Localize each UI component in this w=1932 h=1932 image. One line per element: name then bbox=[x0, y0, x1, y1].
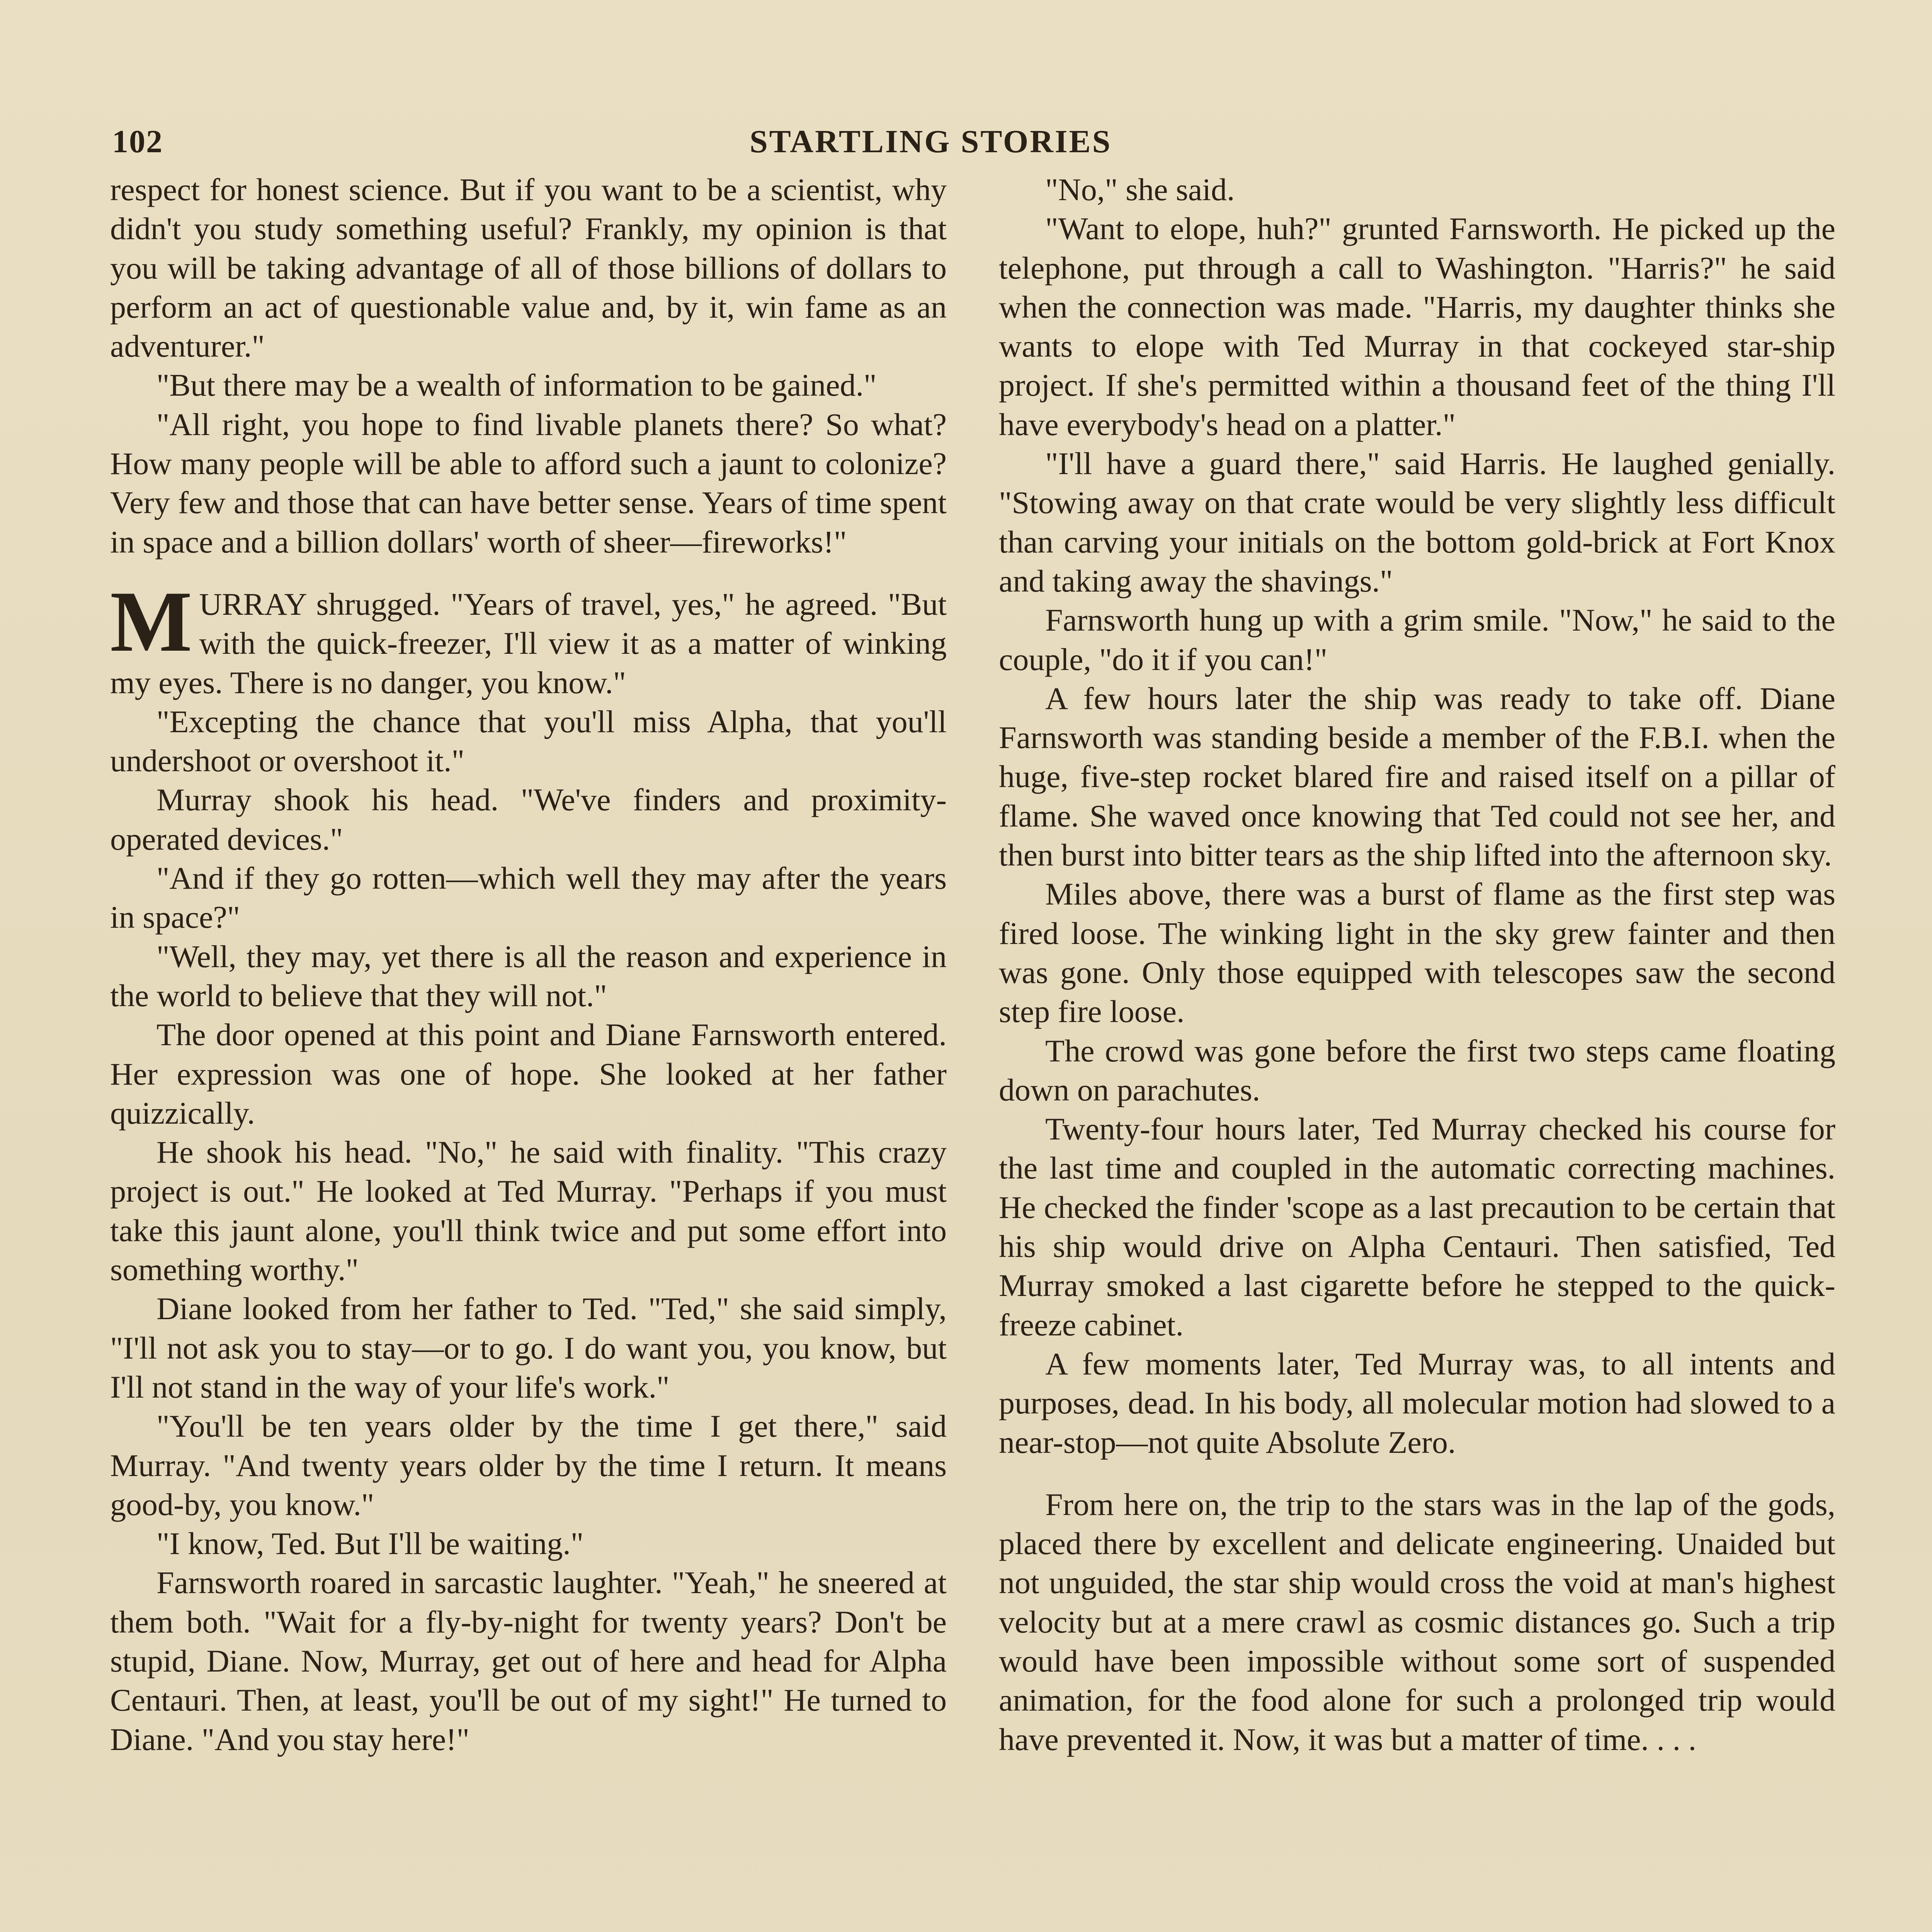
paragraph: From here on, the trip to the stars was in the lap of the gods, placed there by excellent and delicate engineering. Unaided but not unguided, the star ship would cross the void at man's highest velocity but at a mere crawl as cosmic distances go. Such a trip would have been impossible without some sort of suspended animation, for the food alone for such a prolonged trip would have prevented it. Now, it was but a matter of time. . . . bbox=[999, 1486, 1835, 1757]
left-column bbox=[110, 170, 947, 1759]
right-column bbox=[999, 170, 1835, 1759]
running-head: STARTLING STORIES bbox=[750, 124, 1112, 160]
paragraph: respect for honest science. But if you want to be a scientist, why didn't you study something useful? Frankly, my opinion is that you will be taking advantage of all of those billions of dollars to perform an act of questionable value and, by it, win fame as an adventurer." bbox=[110, 172, 947, 364]
dropcap-paragraph bbox=[110, 573, 947, 702]
page-number: 102 bbox=[112, 124, 163, 160]
paragraph: "I'll have a guard there," said Harris. He laughed genially. "Stowing away on that crate would be very slightly less difficult than carving your initials on the bottom gold-brick at Fort Knox and taking away the shavings." bbox=[999, 446, 1835, 599]
paragraph: The crowd was gone before the first two steps came floating down on parachutes. bbox=[999, 1033, 1835, 1107]
dropcap-letter: M bbox=[110, 573, 192, 670]
paragraph: Murray shook his head. "We've finders and proximity-operated devices." bbox=[110, 782, 947, 857]
paragraph: "Want to elope, huh?" grunted Farnsworth. He picked up the telephone, put through a call to Washington. "Harris?" he said when the connection was made. "Harris, my daughter thinks she wants to elope with Ted Murray in that cockeyed star-ship project. If she's permitted within a thousand feet of the thing I'll have everybody's head on a platter." bbox=[999, 211, 1835, 442]
paragraph: Diane looked from her father to Ted. "Ted," she said simply, "I'll not ask you to stay—or to go. I do want you, you know, but I'll not stand in the way of your life's work." bbox=[110, 1291, 947, 1405]
paragraph: "All right, you hope to find livable planets there? So what? How many people will be able to afford such a jaunt to colonize? Very few and those that can have better sense. Years of time spent in space and a billion dollars' worth of sheer—fireworks!" bbox=[110, 406, 947, 560]
paragraph: The door opened at this point and Diane Farnsworth entered. Her expression was one of hope. She looked at her father quizzically. bbox=[110, 1017, 947, 1131]
paragraph: Farnsworth hung up with a grim smile. "Now," he said to the couple, "do it if you can!" bbox=[999, 602, 1835, 677]
paragraph: "I know, Ted. But I'll be waiting." bbox=[156, 1526, 584, 1561]
paragraph: Miles above, there was a burst of flame as the first step was fired loose. The winking light in the sky grew fainter and then was gone. Only those equipped with telescopes saw the second step fire loose. bbox=[999, 876, 1835, 1029]
paragraph: He shook his head. "No," he said with finality. "This crazy project is out." He looked at Ted Murray. "Perhaps if you must take this jaunt alone, you'll think twice and put some effort into something worthy." bbox=[110, 1134, 947, 1287]
paragraph: Farnsworth roared in sarcastic laughter. "Yeah," he sneered at them both. "Wait for a fly-by-night for twenty years? Don't be stupid, Diane. Now, Murray, get out of here and head for Alpha Centauri. Then, at least, you'll be out of my sight!" He turned to Diane. "And you stay here!" bbox=[110, 1565, 947, 1757]
paragraph: "Well, they may, yet there is all the reason and experience in the world to believe that they will not." bbox=[110, 939, 947, 1013]
paragraph: "You'll be ten years older by the time I get there," said Murray. "And twenty years older by the time I return. It means good-by, you know." bbox=[110, 1408, 947, 1522]
paragraph: A few moments later, Ted Murray was, to all intents and purposes, dead. In his body, all molecular motion had slowed to a near-stop—not quite Absolute Zero. bbox=[999, 1346, 1835, 1460]
paragraph: A few hours later the ship was ready to take off. Diane Farnsworth was standing beside a member of the F.B.I. when the huge, five-step rocket blared fire and raised itself on a pillar of flame. She waved once knowing that Ted could not see her, and then burst into bitter tears as the ship lifted into the afternoon sky. bbox=[999, 680, 1835, 873]
paragraph: Twenty-four hours later, Ted Murray checked his course for the last time and coupled in the automatic correcting machines. He checked the finder 'scope as a last precaution to be certain that his ship would drive on Alpha Centauri. Then satisfied, Ted Murray smoked a last cigarette before he stepped to the quick-freeze cabinet. bbox=[999, 1111, 1835, 1342]
paragraph: "And if they go rotten—which well they may after the years in space?" bbox=[110, 861, 947, 935]
paragraph: "But there may be a wealth of information to be gained." bbox=[156, 367, 877, 403]
paragraph: "Excepting the chance that you'll miss Alpha, that you'll undershoot or overshoot it." bbox=[110, 704, 947, 779]
dropcap-paragraph-text: URRAY shrugged. "Years of travel, yes," he agreed. "But with the quick-freezer, I'll view it as a matter of winking my eyes. There is no danger, you know." bbox=[110, 586, 947, 700]
page-header bbox=[112, 123, 1837, 169]
paragraph: "No," she said. bbox=[1045, 172, 1235, 207]
